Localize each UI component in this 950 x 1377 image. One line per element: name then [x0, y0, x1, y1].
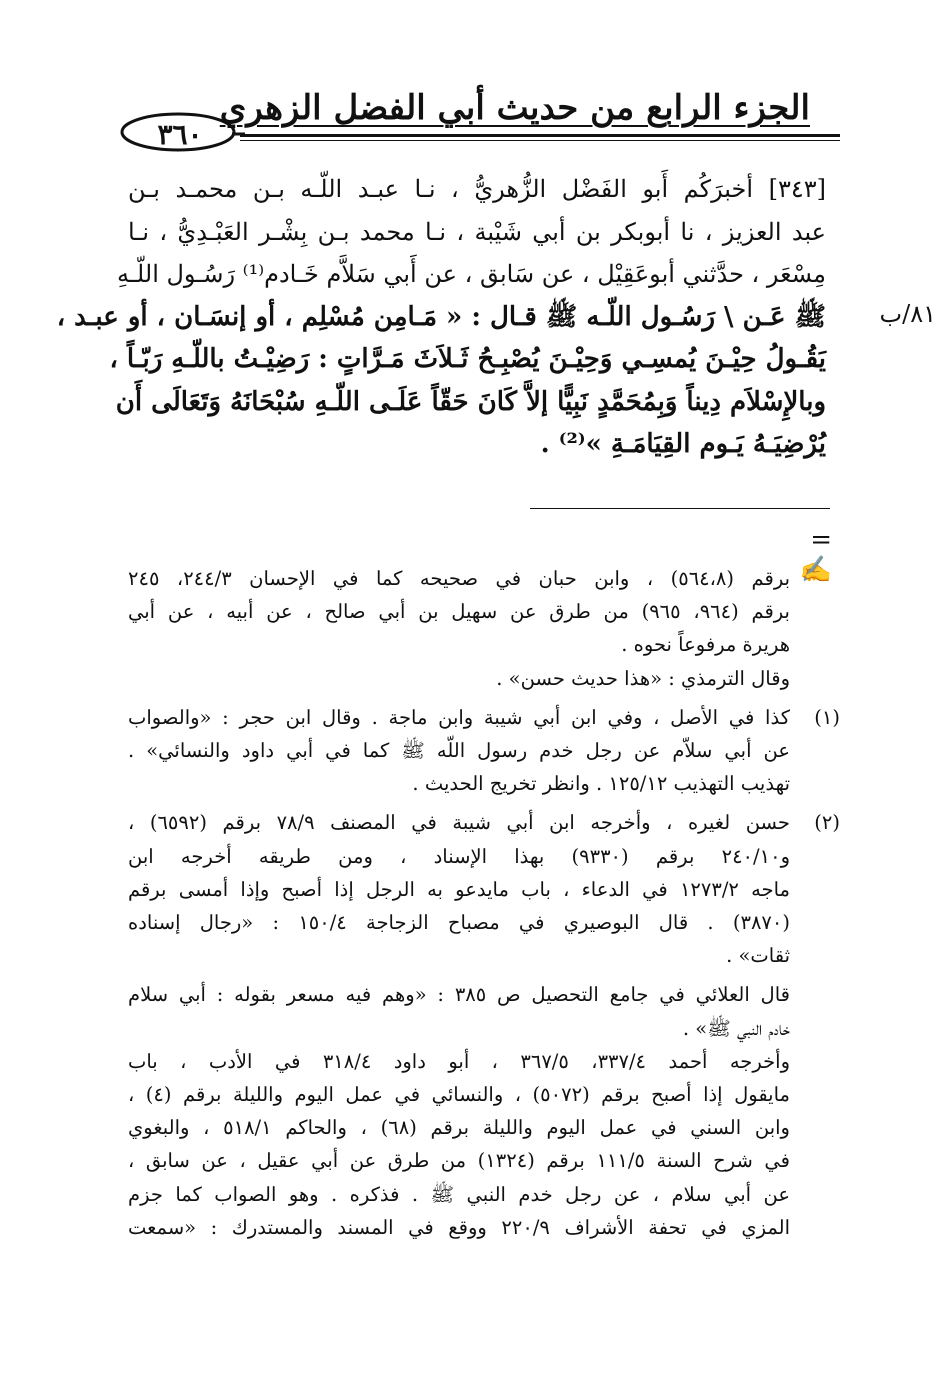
- header-rule: [240, 134, 840, 137]
- text-line: عن أبي سلاّم عن رجل خدم رسول اللّه ﷺ كما في أبي داود والنسائي» .: [128, 739, 790, 762]
- text-line: مايقول إذا أصبح برقم (٥٠٧٢) ، والنسائي في عمل اليوم والليلة برقم (٤) ،: [128, 1083, 790, 1106]
- text-line: كذا في الأصل ، وفي ابن أبي شيبة وابن ماجة . وقال ابن حجر : «والصواب: [128, 705, 790, 729]
- manuscript-folio-note: ٨١/ب: [879, 300, 936, 328]
- text-line: (٣٨٧٠) . قال البوصيري في مصباح الزجاجة ١٥٠/٤ : «رجال إسناده: [128, 911, 790, 934]
- header-rule-thin: [240, 140, 840, 141]
- text-line: وابن السني في عمل اليوم والليلة برقم (٦٨) ، والحاكم ٥١٨/١ ، والبغوي: [128, 1116, 790, 1140]
- text-line: برقم (٩٦٤، ٩٦٥) من طرق عن سهيل بن أبي صالح ، عن أبيه ، عن أبي: [128, 600, 790, 624]
- text-line: برقم (٥٦٤،٨) ، وابن حبان في صحيحه كما في الإحسان ٢٤٤/٣، ٢٤٥: [128, 567, 790, 590]
- text-line: خادم النبي ﷺ» .: [682, 1016, 790, 1040]
- text-line: في شرح السنة ١١١/٥ برقم (١٣٢٤) من طرق عن أبي عقيل ، عن سابق ،: [128, 1149, 790, 1173]
- text-line: تهذيب التهذيب ١٢٥/١٢ . وانظر تخريج الحديث .: [412, 772, 790, 796]
- footnote-number: (٢): [814, 811, 840, 835]
- text-line: قال العلائي في جامع التحصيل ص ٣٨٥ : «وهم فيه مسعر بقوله : أبي سلام: [128, 983, 790, 1007]
- text-line: وأخرجه أحمد ٣٣٧/٤، ٣٦٧/٥ ، أبو داود ٣١٨/٤ في الأدب ، باب: [128, 1049, 790, 1073]
- text-line: ثقات» .: [726, 944, 790, 968]
- footnote-continued-marker: = ✍: [799, 525, 832, 585]
- text-line: مِسْعَر ، حدَّثني أبوعَقِيْل ، عن سَابق ، عن أَبي سَلاَّم خَـادم⁽¹⁾ رَسُـول اللّـهِ: [117, 260, 826, 288]
- text-line: ماجه ١٢٧٣/٢ في الدعاء ، باب مايدعو به الرجل إذا أصبح وإذا أمسى برقم: [128, 877, 790, 901]
- text-line: وبالإِسْلاَم دِيناً وَبِمُحَمَّدٍ نَبِيًّا إلاَّ كَانَ حَقّاً عَلَـى اللّـهِ سُبْحَانَهُ وَتَعَالَى أَن: [115, 386, 826, 417]
- footnote-number: (١): [814, 705, 840, 729]
- text-line: المزي في تحفة الأشراف ٢٢٠/٩ ووقع في المسند والمستدرك : «سمعت: [128, 1215, 790, 1239]
- text-line: عن أبي سلام ، عن رجل خدم النبي ﷺ . فذكره . وهو الصواب كما جزم: [128, 1182, 790, 1206]
- text-line: وقال الترمذي : «هذا حديث حسن» .: [496, 666, 790, 690]
- text-line: ﷺ عَـن \ رَسُـول اللّـه ﷺ قـال : « مَـامِن مُسْلِم ، أو إنسَـان ، أو عبـد ،: [56, 301, 826, 332]
- text-line: عبد العزيز ، نا أبوبكر بن أبي شَيْبة ، نـا محمد بـن بِشْـر العَبْـدِيُّ ، نـا: [128, 217, 826, 246]
- page-number: ٣٦٠: [157, 118, 203, 151]
- text-line: هريرة مرفوعاً نحوه .: [621, 633, 790, 657]
- footnote-divider: [530, 508, 830, 509]
- running-header: [120, 88, 840, 158]
- text-line: يُرْضِيَـهُ يَـوم القِيَامَـةِ »⁽²⁾ .: [540, 429, 826, 459]
- book-title: الجزء الرابع من حديث أبي الفضل الزهري: [219, 88, 810, 128]
- text-line: [٣٤٣] أخبرَكُم أَبو الفَضْل الزُّهريُّ ، نـا عبـد اللّـه بـن محمـد بـن: [128, 175, 826, 203]
- text-line: يَقُـولُ حِيْـنَ يُمسِـي وَحِيْـنَ يُصْبِـحُ ثَـلاَثَ مَـرَّاتٍ : رَضِيْـتُ باللّـهِ رَبّـاً ،: [109, 344, 826, 374]
- text-line: و٢٤٠/١٠ برقم (٩٣٣٠) بهذا الإسناد ، ومن طريقه أخرجه ابن: [128, 844, 790, 868]
- text-line: حسن لغيره ، وأخرجه ابن أبي شيبة في المصنف ٧٨/٩ برقم (٦٥٩٢) ،: [128, 811, 790, 835]
